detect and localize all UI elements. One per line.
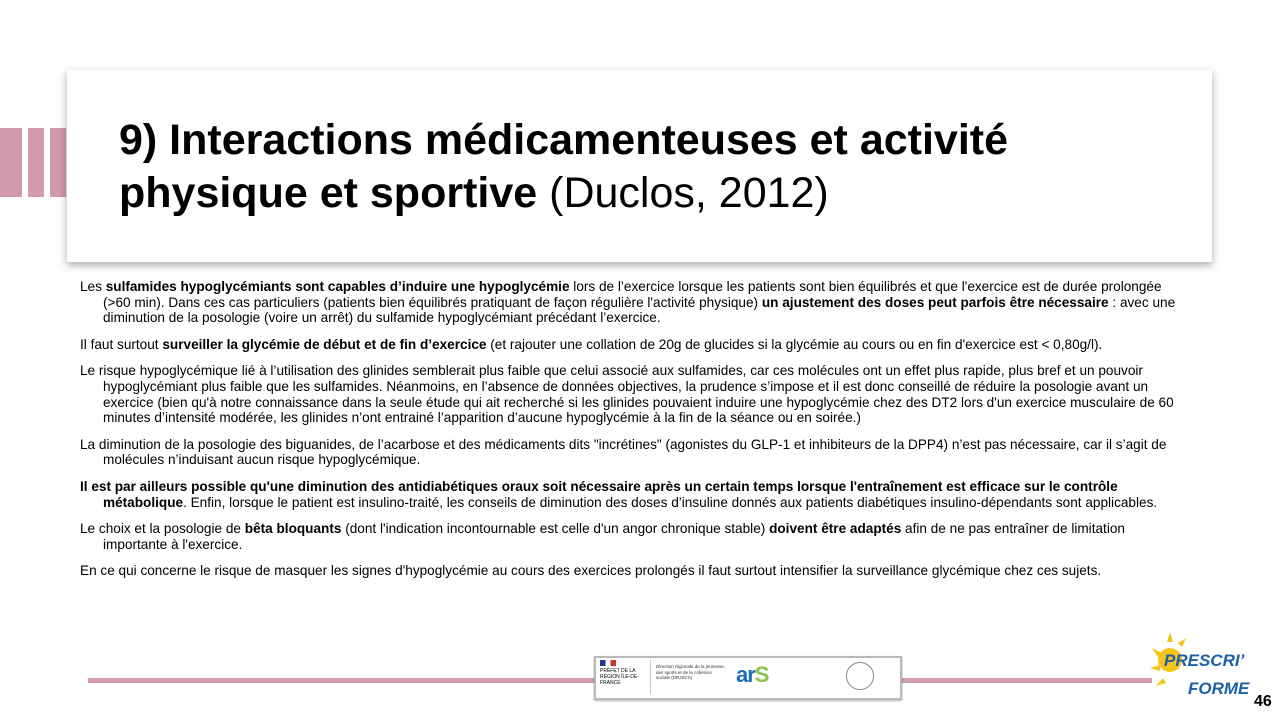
paragraph — [80, 437, 1180, 468]
text-run: . Enfin, lorsque le patient est insulino-traité, les conseils de diminution des doses d’insuline donnés aux patients diabétiques insulino-dépendants sont applicables. — [183, 494, 1158, 510]
paragraph — [80, 337, 1180, 353]
footer-line-right — [896, 678, 1152, 683]
page-number: 46 — [1254, 693, 1272, 710]
bold-text: doivent être adaptés — [769, 521, 902, 537]
prefet-label: PRÉFET DE LA RÉGION ÎLE-DE-FRANCE — [600, 668, 639, 686]
bold-text: bêta bloquants — [244, 521, 342, 537]
ars-main: ar — [736, 662, 755, 687]
text-run: Le choix et la posologie de — [80, 521, 245, 537]
decorative-bars — [0, 128, 70, 197]
paragraph — [80, 563, 1180, 579]
text-run: afin de ne pas entraîner de limitation importante à l'exercice. — [103, 521, 1125, 552]
text-run: Le risque hypoglycémique lié à l’utilisation des glinides semblerait plus faible que celui associé aux sulfamides, car ces molécules ont un effet plus rapide, plus bref et un pouvoir hypoglycémiant plus faible que les sulfamides. Néanmoins, en l’absence de données objectives, la prudence s’impose et il est donc conseillé de réduire la posologie avant un exercice (bien qu'à notre connaissance dans la seule étude qui ait recherché si les glinides pouvaient induire une hypoglycémie chez des DT2 lors d'un exercice musculaire de 60 minutes d’intensité modérée, les glinides n’ont entrainé l’apparition d’aucune hypoglycémie à la fin de la séance ou en soirée.) — [80, 363, 1174, 426]
bold-text: Il est par ailleurs possible qu'une diminution des antidiabétiques oraux soit nécessaire après un certain temps lorsque l'entraînement est efficace sur le contrôle métabolique — [80, 478, 1118, 510]
bold-text: sulfamides hypoglycémiants sont capables d’induire une hypoglycémie — [105, 279, 570, 294]
paragraph — [80, 479, 1180, 510]
prefet-logo — [600, 660, 651, 694]
text-run: Il faut surtout — [80, 336, 163, 352]
prescri-forme-logo — [1150, 628, 1250, 708]
ars-s: S — [754, 662, 769, 687]
text-run: Les — [80, 279, 106, 294]
drjscs-label: Direction régionale de la jeunesse, des sports et de la cohésion sociale (DRJSCS) — [656, 664, 726, 680]
paragraph — [80, 363, 1180, 425]
paragraph — [80, 521, 1180, 552]
slide-title — [119, 114, 1179, 220]
text-run: En ce qui concerne le risque de masquer les signes d'hypoglycémie au cours des exercices prolongés il faut surtout intensifier la surveillance glycémique chez ces sujets. — [80, 563, 1102, 579]
text-run: lors de l’exercice lorsque les patients sont bien équilibrés et que l'exercice est de durée prolongée (>60 min). Dans ces cas particuliers (patients bien équilibrés pratiquant de façon régulière l'activité physique) — [103, 279, 1162, 310]
paragraph — [80, 279, 1180, 326]
seal-icon — [846, 662, 874, 690]
partner-logos — [594, 656, 902, 700]
bold-text: surveiller la glycémie de début et de fin d’exercice — [162, 336, 487, 352]
marianne-flag-icon — [600, 660, 616, 666]
text-run: : avec une diminution de la posologie (voire un arrêt) du sulfamide hypoglycémiant précédant l’exercice. — [103, 294, 1176, 326]
text-run: La diminution de la posologie des biguanides, de l’acarbose et des médicaments dits "incrétines" (agonistes du GLP-1 et inhibiteurs de la DPP4) n’est pas nécessaire, car il s’agit de molécules n’induisant aucun risque hypoglycémique. — [80, 436, 1167, 468]
title-bold: 9) Interactions médicamenteuses et activité physique et sportive — [119, 116, 1009, 217]
text-run: (et rajouter une collation de 20g de glucides si la glycémie au cours ou en fin d'exercice est < 0,80g/l). — [486, 336, 1103, 352]
footer-line-left — [88, 678, 596, 683]
prescri-line1: PRESCRI’ — [1164, 651, 1245, 670]
text-run: (dont l'indication incontournable est celle d'un angor chronique stable) — [341, 521, 770, 537]
ars-logo — [736, 662, 768, 688]
bold-text: un ajustement des doses peut parfois être nécessaire — [761, 294, 1109, 310]
title-card — [67, 70, 1212, 262]
slide-body — [80, 279, 1180, 590]
prescri-line2: FORME — [1188, 679, 1250, 698]
title-citation: (Duclos, 2012) — [549, 169, 829, 217]
